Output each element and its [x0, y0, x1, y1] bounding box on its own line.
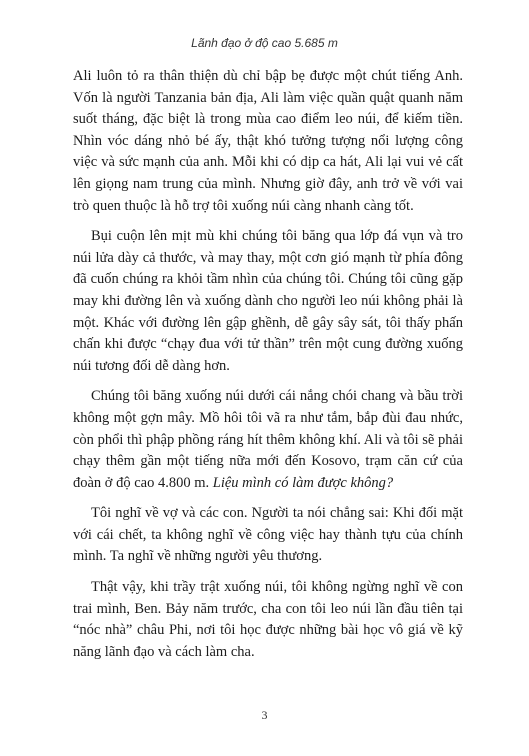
paragraph-5: Thật vậy, khi trầy trật xuống núi, tôi không ngừng nghĩ về con trai mình, Ben. Bảy năm trước, cha con tôi leo núi lần đầu tiên tại “nóc nhà” châu Phi, nơi tôi học được những bài học vô giá về kỹ năng lãnh đạo và cách làm cha. — [73, 579, 463, 660]
paragraph-4: Tôi nghĩ về vợ và các con. Người ta nói chẳng sai: Khi đối mặt với cái chết, ta không nghĩ về công việc hay thành tựu của chính mình. Ta nghĩ về những người yêu thương. — [73, 505, 463, 565]
paragraph-1: Ali luôn tỏ ra thân thiện dù chỉ bập bẹ được một chút tiếng Anh. Vốn là người Tanzania bản địa, Ali làm việc quần quật quanh năm suốt tháng, đặc biệt là trong mùa cao điểm leo núi, để kiếm tiền. Nhìn vóc dáng nhỏ bé ấy, thật khó tưởng tượng nổi lượng công việc và sức mạnh của anh. Mỗi khi có dịp ca hát, Ali lại vui vẻ cất lên giọng nam trung của mình. Nhưng giờ đây, anh trở về với vai trò quen thuộc là hỗ trợ tôi xuống núi càng nhanh càng tốt. — [73, 68, 463, 214]
body-text — [73, 66, 463, 672]
paragraph-3-text: Chúng tôi băng xuống núi dưới cái nắng chói chang và bầu trời không một gợn mây. Mồ hôi tôi vã ra như tắm, bắp đùi đau nhức, còn phổi thì phập phồng ráng hít thêm không khí. Ali và tôi sẽ phải chạy thêm gần một tiếng nữa mới đến Kosovo, trạm căn cứ của đoàn ở độ cao 4.800 m. — [73, 388, 463, 491]
paragraph-3-italic: Liệu mình có làm được không? — [212, 474, 394, 491]
paragraph-2: Bụi cuộn lên mịt mù khi chúng tôi băng qua lớp đá vụn và tro núi lửa dày cả thước, và may thay, một cơn gió mạnh từ phía đông đã cuốn chúng ra khỏi tầm nhìn của chúng tôi. Chúng tôi cũng gặp may khi đường lên và xuống dành cho người leo núi không phải là một. Khác với đường lên gập ghềnh, dễ gây sây sát, tôi thấy phấn chấn khi được “chạy đua với tử thần” trên một cung đường xuống núi tương đối dễ dàng hơn. — [73, 228, 463, 374]
page-number: 3 — [261, 708, 268, 722]
running-header: Lãnh đạo ở độ cao 5.685 m — [191, 36, 338, 50]
paragraph-3 — [73, 386, 463, 494]
